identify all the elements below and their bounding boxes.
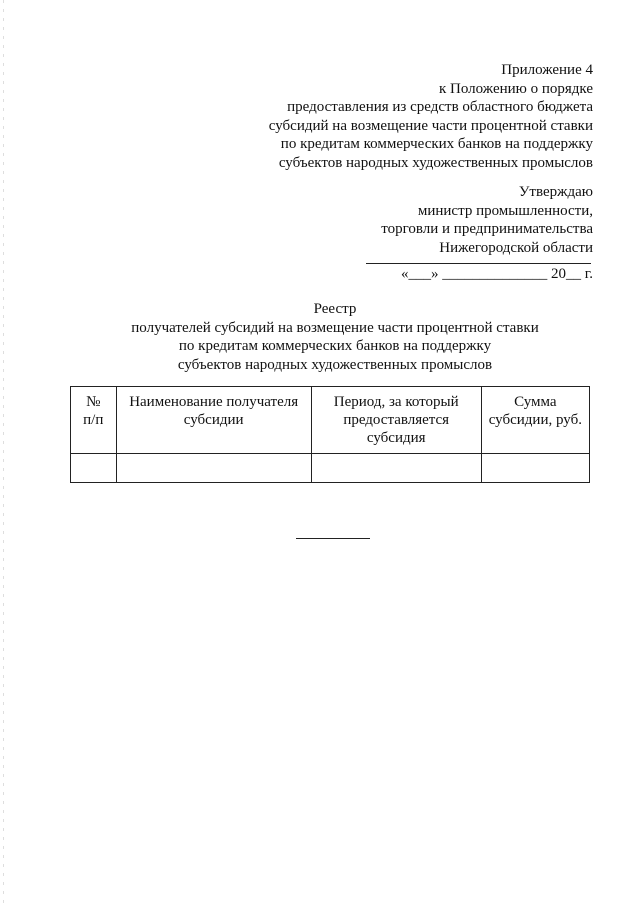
header-text: Наименование получателя [129, 394, 299, 410]
table-header-row [71, 387, 590, 454]
header-text: предоставляется [343, 412, 450, 428]
annex-line: предоставления из средств областного бюджета [287, 99, 593, 115]
table-cell [311, 454, 481, 483]
header-text: № [86, 394, 101, 410]
header-text: субсидия [366, 430, 426, 446]
approval-block [381, 183, 593, 257]
register-title-line: получателей субсидий на возмещение части процентной ставки [131, 319, 539, 336]
header-text: Период, за который [333, 394, 459, 410]
header-text: п/п [83, 412, 104, 428]
header-text: Сумма [514, 394, 557, 410]
register-title [95, 300, 575, 374]
header-period [311, 387, 481, 454]
table-row [71, 454, 590, 483]
table-cell [71, 454, 117, 483]
annex-line: субъектов народных художественных промыслов [278, 154, 593, 171]
register-title-line: Реестр [313, 301, 357, 317]
annex-header [269, 61, 593, 172]
register-title-line: по кредитам коммерческих банков на поддержку [178, 338, 492, 354]
header-number [71, 387, 117, 454]
header-text: субсидии [183, 412, 244, 428]
annex-line: субсидий на возмещение части процентной ставки [268, 117, 593, 134]
signature-line [366, 263, 591, 264]
scan-edge-artifact [3, 0, 4, 905]
registry-table [70, 386, 590, 483]
approval-line: Нижегородской области [439, 239, 593, 256]
annex-line: Приложение 4 [501, 62, 593, 78]
annex-line: к Положению о порядке [439, 80, 593, 97]
approval-date: «___» ______________ 20__ г. [401, 266, 593, 282]
header-amount [481, 387, 589, 454]
approval-line: министр промышленности, [417, 202, 593, 219]
approval-line: торговли и предпринимательства [381, 221, 593, 237]
header-text: субсидии, руб. [488, 412, 582, 428]
approval-line: Утверждаю [518, 184, 593, 200]
table-cell [116, 454, 311, 483]
header-recipient-name [116, 387, 311, 454]
annex-line: по кредитам коммерческих банков на поддержку [280, 136, 593, 152]
table-cell [481, 454, 589, 483]
end-divider [296, 538, 370, 539]
register-title-line: субъектов народных художественных промыслов [177, 356, 493, 373]
